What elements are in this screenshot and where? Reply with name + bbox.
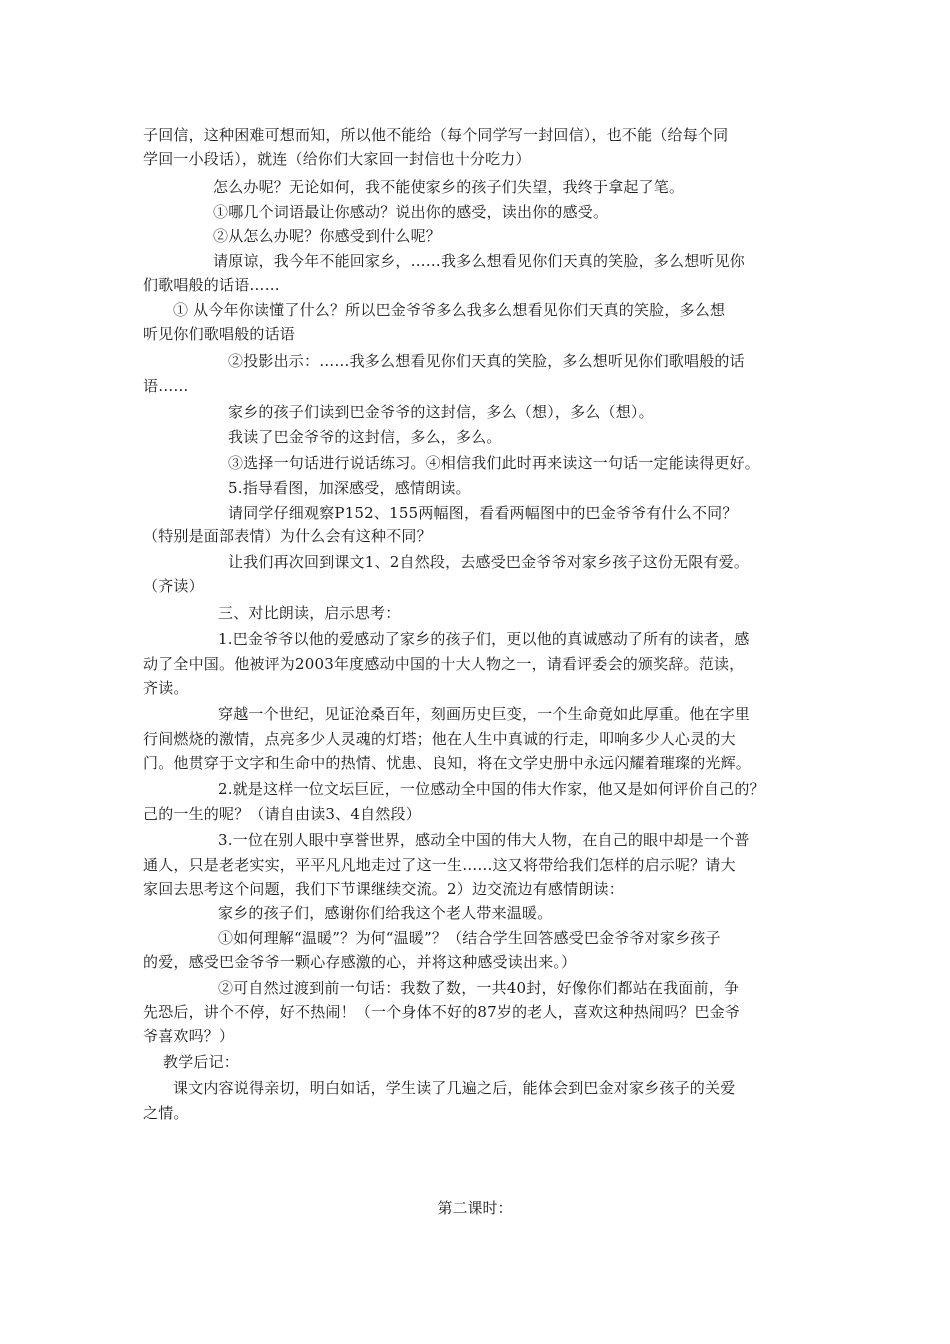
- text-line: 1.巴金爷爷以他的爱感动了家乡的孩子们，更以他的真诚感动了所有的读者，感: [218, 630, 750, 648]
- text-line: ① 从今年你读懂了什么？所以巴金爷爷多么我多么想看见你们天真的笑脸，多么想: [173, 301, 726, 319]
- text-line: ①哪几个词语最让你感动？说出你的感受，读出你的感受。: [213, 203, 609, 221]
- text-line: （齐读）: [143, 577, 204, 595]
- text-line: 家乡的孩子们读到巴金爷爷的这封信，多么（想），多么（想）。: [228, 403, 654, 421]
- text-line: ③选择一句话进行说话练习。④相信我们此时再来读这一句话一定能读得更好。: [228, 454, 761, 472]
- lesson-heading: 第二课时：: [437, 1199, 513, 1217]
- text-line: 先恐后，讲个不停，好不热闹！（一个身体不好的87岁的老人，喜欢这种热闹吗？巴金爷: [143, 1003, 741, 1021]
- section-heading: 教学后记：: [163, 1053, 240, 1071]
- text-line: 5.指导看图，加深感受，感情朗读。: [228, 479, 471, 497]
- text-line: 请原谅，我今年不能回家乡，……我多么想看见你们天真的笑脸，多么想听见你: [213, 252, 746, 270]
- text-line: （特别是面部表情）为什么会有这种不同？: [143, 527, 432, 545]
- text-line: 让我们再次回到课文1、2自然段，去感受巴金爷爷对家乡孩子这份无限有爱。: [228, 553, 750, 571]
- text-line: 爷喜欢吗？）: [143, 1027, 235, 1045]
- text-line: 请同学仔细观察P152、155两幅图，看看两幅图中的巴金爷爷有什么不同？: [228, 504, 738, 522]
- text-line: 们歌唱般的话语……: [143, 276, 280, 294]
- text-line: 动了全中国。他被评为2003年度感动中国的十大人物之一，请看评委会的颁奖辞。范读，: [143, 655, 745, 673]
- text-line: ②从怎么办呢？你感受到什么呢？: [213, 227, 442, 245]
- text-line: 通人，只是老老实实，平平凡凡地走过了这一生……这又将带给我们怎样的启示呢？请大: [143, 856, 736, 874]
- text-line: 门。他贯穿于文字和生命中的热情、忧患、良知，将在文学史册中永远闪耀着璀璨的光辉。: [143, 754, 752, 772]
- text-line: 的爱，感受巴金爷爷一颗心存感激的心，并将这种感受读出来。）: [143, 953, 577, 971]
- text-line: 怎么办呢？无论如何，我不能使家乡的孩子们失望，我终于拿起了笔。: [213, 178, 685, 196]
- text-line: ②投影出示：……我多么想看见你们天真的笑脸，多么想听见你们歌唱般的话: [228, 352, 745, 370]
- text-line: 家回去思考这个问题，我们下节课继续交流。2）边交流边有感情朗读：: [143, 880, 624, 898]
- text-line: 家乡的孩子们，感谢你们给我这个老人带来温暖。: [218, 904, 553, 922]
- text-line: 听见你们歌唱般的话语: [143, 325, 296, 343]
- text-line: 子回信，这种困难可想而知，所以他不能给（每个同学写一封回信），也不能（给每个同: [143, 126, 729, 144]
- section-heading: 三、对比朗读，启示思考：: [218, 604, 401, 622]
- text-line: 我读了巴金爷爷的这封信，多么，多么。: [228, 428, 502, 446]
- text-line: 3.一位在别人眼中享誉世界，感动全中国的伟大人物，在自己的眼中却是一个普: [218, 831, 750, 849]
- text-line: ②可自然过渡到前一句话：我数了数，一共40封，好像你们都站在我面前，争: [218, 979, 740, 997]
- text-line: 齐读。: [143, 679, 189, 697]
- text-line: 行间燃烧的激情，点亮多少人灵魂的灯塔；他在人生中真诚的行走，叩响多少人心灵的大: [143, 730, 736, 748]
- text-line: 穿越一个世纪，见证沧桑百年，刻画历史巨变，一个生命竟如此厚重。他在字里: [218, 705, 751, 723]
- text-line: 学回一小段话），就连（给你们大家回一封信也十分吃力）: [143, 150, 531, 168]
- text-line: 语……: [143, 377, 189, 395]
- text-line: 2.就是这样一位文坛巨匠，一位感动全中国的伟大作家，他又是如何评价自己的？: [218, 780, 765, 798]
- text-line: 之情。: [143, 1104, 189, 1122]
- text-line: 课文内容说得亲切，明白如话，学生读了几遍之后，能体会到巴金对家乡孩子的关爱: [173, 1079, 736, 1097]
- text-line: 己的一生的呢？（请自由读3、4自然段）: [143, 805, 421, 823]
- text-line: ①如何理解“温暖”？为何“温暖”？（结合学生回答感受巴金爷爷对家乡孩子: [218, 929, 721, 947]
